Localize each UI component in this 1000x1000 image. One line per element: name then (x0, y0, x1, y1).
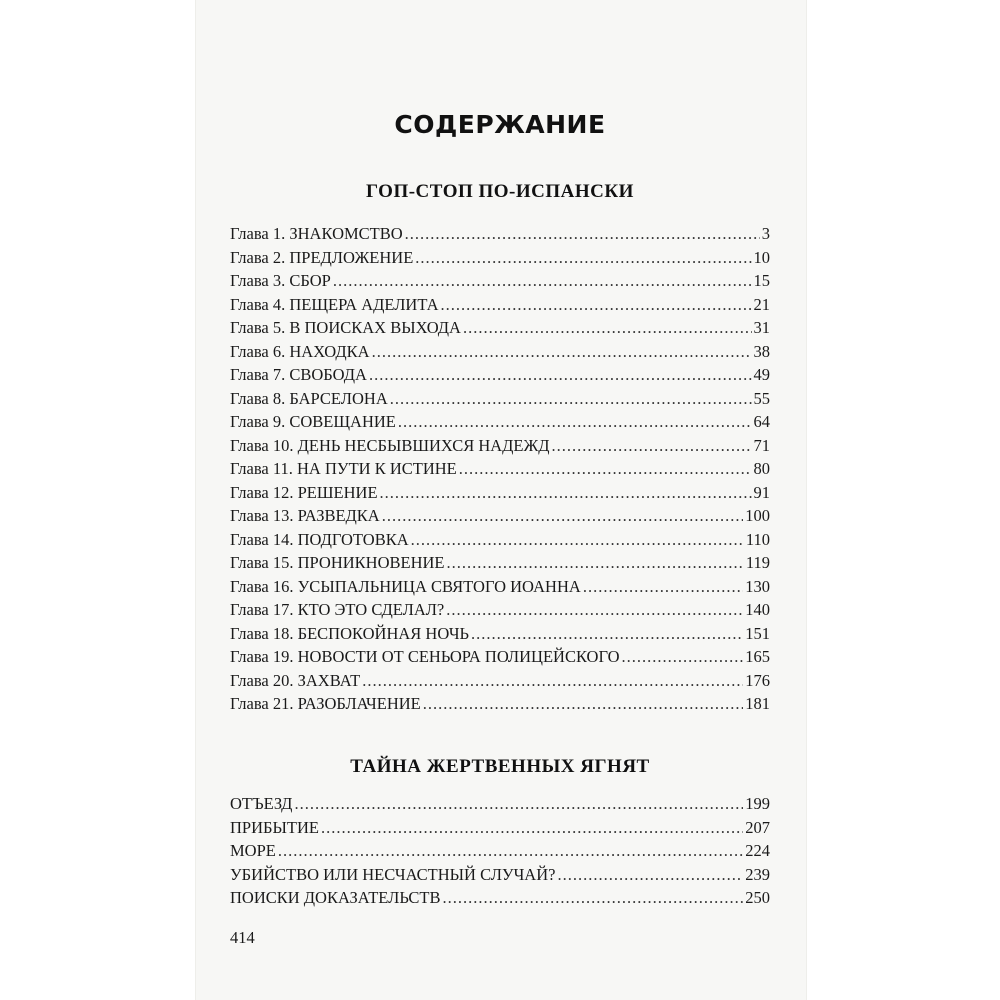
toc-leader-dots (333, 269, 752, 293)
toc-leader-dots (557, 863, 743, 887)
toc-leader-dots (398, 410, 752, 434)
toc-entry (230, 316, 770, 340)
page-number: 414 (230, 928, 255, 947)
toc-entry (230, 863, 770, 887)
toc-entry-label: Глава 20. ЗАХВАТ (230, 670, 361, 690)
toc-leader-dots (459, 457, 752, 481)
toc-leader-dots (405, 222, 760, 246)
toc-leader-dots (294, 792, 743, 816)
toc-entry (230, 363, 770, 387)
toc-entry-label: Глава 7. СВОБОДА (230, 365, 367, 384)
toc-entry (230, 293, 770, 317)
toc-entry-page: 71 (753, 435, 770, 455)
toc-entry-label: Глава 6. НАХОДКА (230, 341, 370, 361)
toc-entry-page: 119 (745, 553, 770, 572)
toc-entry-page: 250 (745, 888, 770, 907)
toc-entry-page: 15 (753, 271, 770, 290)
toc-entry-label: Глава 4. ПЕЩЕРА АДЕЛИТА (230, 294, 439, 314)
toc-entry-label: Глава 2. ПРЕДЛОЖЕНИЕ (230, 247, 414, 267)
toc-entry-page: 207 (745, 817, 770, 837)
toc-entry-label: МОРЕ (230, 841, 276, 860)
toc-entry-page: 10 (753, 247, 770, 267)
toc-entry-label: Глава 10. ДЕНЬ НЕСБЫВШИХСЯ НАДЕЖД (230, 435, 550, 455)
toc-entry-label: Глава 9. СОВЕЩАНИЕ (230, 412, 396, 431)
toc-entry-page: 91 (753, 482, 770, 502)
toc-leader-dots (411, 528, 744, 552)
toc-entry-page: 199 (745, 794, 770, 813)
toc-entry-page: 165 (745, 647, 770, 666)
toc-entry (230, 410, 770, 434)
toc-entry-page: 239 (745, 864, 770, 884)
toc-entry-page: 140 (745, 600, 770, 619)
toc-leader-dots (380, 481, 752, 505)
toc-entry (230, 340, 770, 364)
toc-entry (230, 692, 770, 716)
toc-entry (230, 434, 770, 458)
toc-entry-label: Глава 5. В ПОИСКАХ ВЫХОДА (230, 318, 461, 337)
toc-entry-page: 100 (745, 506, 770, 525)
section-title: ТАЙНА ЖЕРТВЕННЫХ ЯГНЯТ (350, 756, 650, 777)
toc-leader-dots (369, 363, 752, 387)
toc-entry (230, 622, 770, 646)
toc-entry-page: 151 (745, 623, 770, 643)
toc-entry-label: Глава 13. РАЗВЕДКА (230, 506, 380, 525)
toc-entry-page: 21 (753, 294, 770, 314)
toc-entry (230, 528, 770, 552)
toc-entry-label: Глава 12. РЕШЕНИЕ (230, 482, 378, 502)
toc-leader-dots (583, 575, 743, 599)
toc-entry-label: Глава 17. КТО ЭТО СДЕЛАЛ? (230, 600, 445, 619)
toc-leader-dots (321, 816, 743, 840)
toc-entry (230, 246, 770, 270)
toc-leader-dots (447, 551, 744, 575)
toc-entry-label: Глава 21. РАЗОБЛАЧЕНИЕ (230, 694, 421, 713)
toc-entry-page: 224 (745, 841, 770, 860)
toc-entry-label: Глава 14. ПОДГОТОВКА (230, 529, 409, 549)
toc-leader-dots (415, 246, 751, 270)
toc-entry (230, 387, 770, 411)
toc-entry-label: Глава 19. НОВОСТИ ОТ СЕНЬОРА ПОЛИЦЕЙСКОГО (230, 647, 620, 666)
toc-leader-dots (382, 504, 744, 528)
toc-entry-label: Глава 11. НА ПУТИ К ИСТИНЕ (230, 459, 457, 478)
toc-entry (230, 222, 770, 246)
toc-entry-label: ОТЪЕЗД (230, 794, 293, 813)
toc-entry (230, 551, 770, 575)
toc-entry (230, 886, 770, 910)
toc-entry-label: УБИЙСТВО ИЛИ НЕСЧАСТНЫЙ СЛУЧАЙ? (230, 864, 556, 884)
toc-entry-label: Глава 3. СБОР (230, 271, 331, 290)
toc-entry (230, 269, 770, 293)
toc-entry-page: 31 (753, 318, 770, 337)
toc-entry (230, 481, 770, 505)
page-title: СОДЕРЖАНИЕ (394, 110, 606, 139)
toc-entry-label: ПОИСКИ ДОКАЗАТЕЛЬСТВ (230, 888, 441, 907)
toc-entry-page: 55 (753, 388, 770, 408)
toc-entry-page: 49 (753, 365, 770, 384)
toc-leader-dots (471, 622, 743, 646)
toc-entry (230, 816, 770, 840)
toc-entry-label: Глава 8. БАРСЕЛОНА (230, 388, 388, 408)
toc-leader-dots (441, 293, 752, 317)
toc-entry (230, 669, 770, 693)
toc-entry-label: Глава 15. ПРОНИКНОВЕНИЕ (230, 553, 445, 572)
toc-entry-page: 130 (745, 576, 770, 596)
toc-entry-label: Глава 1. ЗНАКОМСТВО (230, 224, 403, 243)
toc-entry-page: 64 (753, 412, 770, 431)
toc-leader-dots (443, 886, 744, 910)
toc-entry-label: Глава 18. БЕСПОКОЙНАЯ НОЧЬ (230, 623, 470, 643)
toc-entry (230, 457, 770, 481)
toc-list (230, 792, 770, 910)
toc-list (230, 222, 770, 716)
toc-leader-dots (552, 434, 752, 458)
toc-leader-dots (372, 340, 752, 364)
toc-entry-label: Глава 16. УСЫПАЛЬНИЦА СВЯТОГО ИОАННА (230, 576, 581, 596)
toc-leader-dots (423, 692, 743, 716)
toc-entry (230, 575, 770, 599)
toc-entry-page: 3 (761, 224, 770, 243)
toc-entry (230, 598, 770, 622)
toc-entry-page: 110 (745, 529, 770, 549)
toc-entry (230, 504, 770, 528)
toc-entry-page: 181 (745, 694, 770, 713)
section-title: ГОП-СТОП ПО-ИСПАНСКИ (366, 181, 634, 202)
toc-entry-label: ПРИБЫТИЕ (230, 817, 319, 837)
toc-entry (230, 792, 770, 816)
toc-leader-dots (390, 387, 752, 411)
toc-leader-dots (622, 645, 744, 669)
toc-entry (230, 839, 770, 863)
toc-entry-page: 80 (753, 459, 770, 478)
toc-leader-dots (278, 839, 743, 863)
toc-leader-dots (446, 598, 743, 622)
toc-leader-dots (463, 316, 752, 340)
toc-entry (230, 645, 770, 669)
toc-entry-page: 176 (745, 670, 770, 690)
toc-leader-dots (362, 669, 743, 693)
toc-entry-page: 38 (753, 341, 770, 361)
